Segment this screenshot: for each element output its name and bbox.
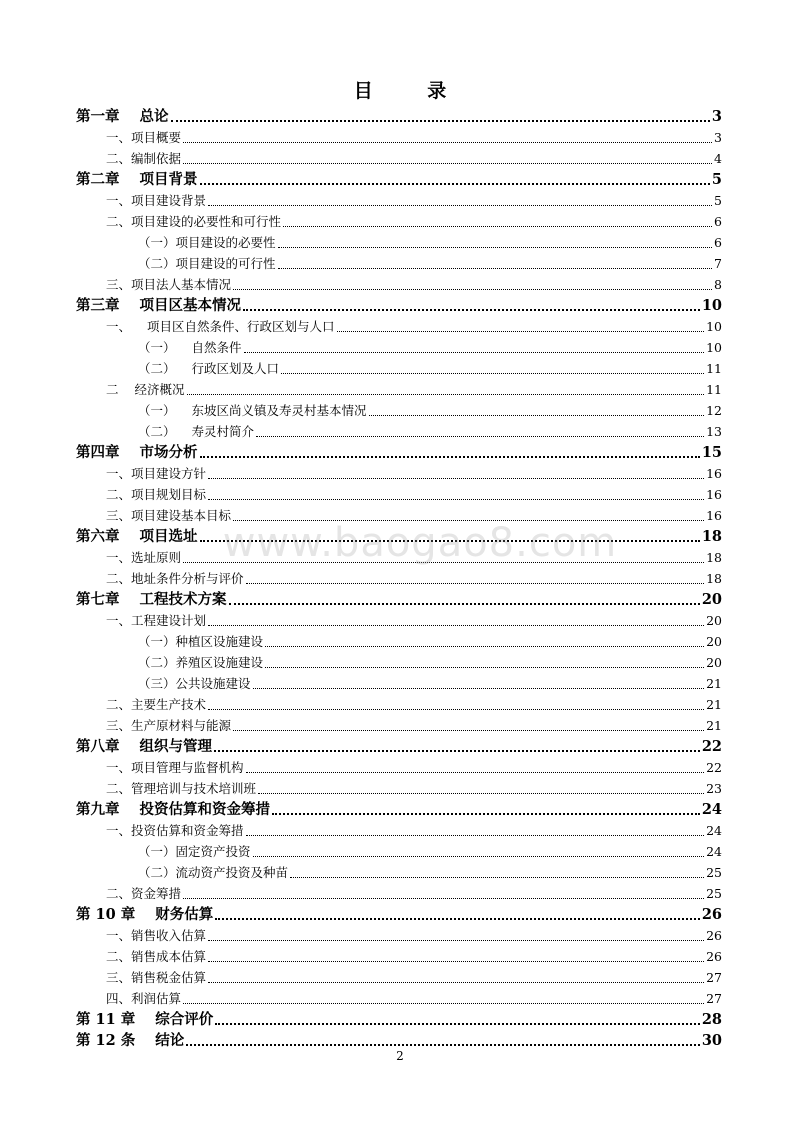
toc-page-number: 24 bbox=[706, 844, 722, 859]
toc-entry-title: 三、项目建设基本目标 bbox=[106, 508, 232, 523]
toc-entry-number: 第 11 章 bbox=[76, 1011, 136, 1028]
toc-dot-leader bbox=[256, 428, 704, 437]
toc-entry[interactable] bbox=[76, 778, 722, 799]
footer-page-number: 2 bbox=[396, 1049, 404, 1063]
toc-entry[interactable] bbox=[76, 526, 722, 547]
toc-entry[interactable] bbox=[76, 316, 722, 337]
toc-entry-number: 第 12 条 bbox=[76, 1032, 136, 1049]
toc-dot-leader bbox=[183, 134, 712, 143]
toc-entry[interactable] bbox=[76, 463, 722, 484]
toc-entry[interactable] bbox=[76, 127, 722, 148]
toc-dot-leader bbox=[244, 344, 705, 353]
toc-entry[interactable] bbox=[76, 337, 722, 358]
toc-entry-title: 项目区自然条件、行政区划与人口 bbox=[147, 319, 335, 334]
toc-dot-leader bbox=[283, 218, 712, 227]
toc-page-number: 11 bbox=[706, 361, 722, 376]
toc-dot-leader bbox=[208, 197, 712, 206]
toc-entry-number: 第八章 bbox=[76, 738, 120, 755]
toc-dot-leader bbox=[171, 112, 710, 122]
toc-dot-leader bbox=[272, 805, 700, 815]
toc-entry-title: 结论 bbox=[155, 1032, 185, 1049]
toc-entry-number: 第三章 bbox=[76, 297, 120, 314]
toc-entry[interactable] bbox=[76, 988, 722, 1009]
toc-dot-leader bbox=[281, 365, 704, 374]
toc-dot-leader bbox=[208, 953, 704, 962]
toc-entry-number: （一） bbox=[138, 403, 176, 418]
toc-page-number: 25 bbox=[706, 865, 722, 880]
toc-dot-leader bbox=[265, 659, 704, 668]
toc-dot-leader bbox=[208, 701, 704, 710]
toc-page-number: 18 bbox=[706, 571, 722, 586]
toc-entry-title: 三、项目法人基本情况 bbox=[106, 277, 232, 292]
table-of-contents bbox=[76, 106, 722, 1051]
toc-entry[interactable] bbox=[76, 925, 722, 946]
toc-dot-leader bbox=[369, 407, 705, 416]
toc-page-number: 27 bbox=[706, 970, 722, 985]
toc-entry-title: 一、项目建设背景 bbox=[106, 193, 207, 208]
toc-entry-title: （二）项目建设的可行性 bbox=[138, 256, 276, 271]
toc-entry[interactable] bbox=[76, 883, 722, 904]
toc-entry-title: 二、编制依据 bbox=[106, 151, 182, 166]
toc-page-number: 25 bbox=[706, 886, 722, 901]
toc-page-number: 21 bbox=[706, 718, 722, 733]
toc-entry[interactable] bbox=[76, 421, 722, 442]
toc-dot-leader bbox=[200, 532, 700, 542]
toc-entry[interactable] bbox=[76, 694, 722, 715]
page-title: 目 录 bbox=[353, 80, 471, 102]
toc-page-number: 20 bbox=[706, 613, 722, 628]
toc-dot-leader bbox=[253, 680, 705, 689]
toc-entry[interactable] bbox=[76, 358, 722, 379]
toc-entry[interactable] bbox=[76, 568, 722, 589]
toc-entry-title: 二、项目规划目标 bbox=[106, 487, 207, 502]
toc-entry[interactable] bbox=[76, 442, 722, 463]
toc-dot-leader bbox=[246, 575, 705, 584]
toc-page-number: 5 bbox=[711, 171, 722, 188]
toc-page-number: 3 bbox=[714, 130, 722, 145]
toc-dot-leader bbox=[233, 722, 704, 731]
toc-dot-leader bbox=[258, 785, 704, 794]
toc-entry[interactable] bbox=[76, 106, 722, 127]
toc-page-number: 22 bbox=[701, 738, 722, 755]
toc-entry-title: 项目区基本情况 bbox=[139, 297, 241, 314]
toc-entry-title: 一、项目概要 bbox=[106, 130, 182, 145]
toc-entry-number: 第七章 bbox=[76, 591, 120, 608]
toc-page-number: 23 bbox=[706, 781, 722, 796]
toc-entry[interactable] bbox=[76, 211, 722, 232]
toc-page-number: 4 bbox=[714, 151, 722, 166]
toc-page-number: 11 bbox=[706, 382, 722, 397]
toc-entry-number: 第 10 章 bbox=[76, 906, 136, 923]
toc-entry-number: 第六章 bbox=[76, 528, 120, 545]
toc-entry[interactable] bbox=[76, 295, 722, 316]
toc-entry[interactable] bbox=[76, 505, 722, 526]
toc-dot-leader bbox=[200, 175, 710, 185]
toc-page-number: 22 bbox=[706, 760, 722, 775]
toc-entry-title: 自然条件 bbox=[191, 340, 242, 355]
toc-dot-leader bbox=[278, 260, 713, 269]
toc-entry[interactable] bbox=[76, 253, 722, 274]
toc-entry-title: （三）公共设施建设 bbox=[138, 676, 251, 691]
toc-entry[interactable] bbox=[76, 631, 722, 652]
watermark: www.baogao8.com bbox=[222, 520, 618, 566]
toc-page-number: 10 bbox=[706, 319, 722, 334]
toc-entry[interactable] bbox=[76, 736, 722, 757]
toc-dot-leader bbox=[229, 595, 700, 605]
toc-entry-title: 三、销售税金估算 bbox=[106, 970, 207, 985]
toc-page-number: 15 bbox=[701, 444, 722, 461]
toc-dot-leader bbox=[265, 638, 704, 647]
toc-entry-title: 四、利润估算 bbox=[106, 991, 182, 1006]
toc-page-number: 30 bbox=[701, 1032, 722, 1049]
toc-dot-leader bbox=[208, 470, 704, 479]
toc-entry-title: 组织与管理 bbox=[139, 738, 212, 755]
toc-entry-title: 二、销售成本估算 bbox=[106, 949, 207, 964]
toc-page-number: 13 bbox=[706, 424, 722, 439]
toc-entry-number: 一、 bbox=[106, 319, 132, 334]
toc-page-number: 26 bbox=[706, 949, 722, 964]
toc-dot-leader bbox=[200, 448, 700, 458]
toc-dot-leader bbox=[208, 932, 704, 941]
toc-page-number: 18 bbox=[701, 528, 722, 545]
toc-page-number: 24 bbox=[701, 801, 722, 818]
toc-entry-title: 寿灵村简介 bbox=[191, 424, 255, 439]
toc-entry-title: 二、资金筹措 bbox=[106, 886, 182, 901]
toc-page-number: 18 bbox=[706, 550, 722, 565]
toc-page-number: 6 bbox=[714, 235, 722, 250]
toc-entry-title: （一）固定资产投资 bbox=[138, 844, 251, 859]
toc-entry[interactable] bbox=[76, 673, 722, 694]
toc-entry-title: （二）流动资产投资及种苗 bbox=[138, 865, 289, 880]
toc-entry-title: （一）种植区设施建设 bbox=[138, 634, 264, 649]
toc-entry[interactable] bbox=[76, 967, 722, 988]
toc-entry-title: 一、工程建设计划 bbox=[106, 613, 207, 628]
toc-entry-title: 项目选址 bbox=[139, 528, 198, 545]
toc-entry[interactable] bbox=[76, 757, 722, 778]
toc-dot-leader bbox=[208, 974, 704, 983]
toc-entry-number: （二） bbox=[138, 361, 176, 376]
toc-entry-number: （一） bbox=[138, 340, 176, 355]
toc-dot-leader bbox=[187, 386, 705, 395]
toc-page-number: 27 bbox=[706, 991, 722, 1006]
toc-entry-title: 一、项目建设方针 bbox=[106, 466, 207, 481]
toc-entry-title: 经济概况 bbox=[134, 382, 185, 397]
toc-page-number: 6 bbox=[714, 214, 722, 229]
toc-page-number: 5 bbox=[714, 193, 722, 208]
toc-entry-number: （二） bbox=[138, 424, 176, 439]
toc-entry-title: 二、主要生产技术 bbox=[106, 697, 207, 712]
toc-entry[interactable] bbox=[76, 169, 722, 190]
toc-entry-title: 市场分析 bbox=[139, 444, 198, 461]
toc-page-number: 20 bbox=[706, 655, 722, 670]
toc-entry[interactable] bbox=[76, 946, 722, 967]
toc-page-number: 28 bbox=[701, 1011, 722, 1028]
toc-dot-leader bbox=[214, 742, 700, 752]
toc-entry-title: 财务估算 bbox=[155, 906, 214, 923]
toc-dot-leader bbox=[337, 323, 705, 332]
toc-entry-title: 一、销售收入估算 bbox=[106, 928, 207, 943]
toc-entry[interactable] bbox=[76, 862, 722, 883]
toc-dot-leader bbox=[215, 910, 700, 920]
toc-page-number: 10 bbox=[701, 297, 722, 314]
toc-page-number: 24 bbox=[706, 823, 722, 838]
toc-dot-leader bbox=[208, 491, 704, 500]
toc-dot-leader bbox=[278, 239, 713, 248]
toc-page-number: 16 bbox=[706, 508, 722, 523]
toc-page-number: 21 bbox=[706, 697, 722, 712]
toc-page-number: 26 bbox=[706, 928, 722, 943]
toc-entry[interactable] bbox=[76, 589, 722, 610]
toc-entry[interactable] bbox=[76, 820, 722, 841]
toc-entry-title: （二）养殖区设施建设 bbox=[138, 655, 264, 670]
toc-page-number: 21 bbox=[706, 676, 722, 691]
toc-dot-leader bbox=[246, 827, 705, 836]
toc-entry[interactable] bbox=[76, 400, 722, 421]
toc-entry[interactable] bbox=[76, 610, 722, 631]
toc-entry[interactable] bbox=[76, 484, 722, 505]
toc-entry[interactable] bbox=[76, 1009, 722, 1030]
toc-entry-title: 二、项目建设的必要性和可行性 bbox=[106, 214, 282, 229]
toc-entry-title: （一）项目建设的必要性 bbox=[138, 235, 276, 250]
toc-entry-title: 一、项目管理与监督机构 bbox=[106, 760, 244, 775]
toc-page-number: 20 bbox=[706, 634, 722, 649]
toc-entry-title: 总论 bbox=[139, 108, 169, 125]
toc-entry-title: 项目背景 bbox=[139, 171, 198, 188]
toc-page-number: 10 bbox=[706, 340, 722, 355]
toc-entry-title: 投资估算和资金筹措 bbox=[139, 801, 270, 818]
toc-entry[interactable] bbox=[76, 379, 722, 400]
toc-page-number: 26 bbox=[701, 906, 722, 923]
toc-page-number: 7 bbox=[714, 256, 722, 271]
toc-entry-title: 二、管理培训与技术培训班 bbox=[106, 781, 257, 796]
toc-entry[interactable] bbox=[76, 652, 722, 673]
toc-entry-number: 二 bbox=[106, 382, 119, 397]
toc-entry[interactable] bbox=[76, 274, 722, 295]
toc-entry[interactable] bbox=[76, 799, 722, 820]
toc-entry-number: 第四章 bbox=[76, 444, 120, 461]
toc-dot-leader bbox=[183, 155, 712, 164]
toc-dot-leader bbox=[253, 848, 705, 857]
toc-entry[interactable] bbox=[76, 841, 722, 862]
toc-dot-leader bbox=[183, 890, 704, 899]
toc-dot-leader bbox=[208, 617, 704, 626]
toc-entry[interactable] bbox=[76, 232, 722, 253]
toc-entry-title: 行政区划及人口 bbox=[191, 361, 280, 376]
toc-page-number: 20 bbox=[701, 591, 722, 608]
toc-page-number: 16 bbox=[706, 487, 722, 502]
toc-dot-leader bbox=[246, 764, 705, 773]
toc-entry-number: 第九章 bbox=[76, 801, 120, 818]
toc-entry[interactable] bbox=[76, 547, 722, 568]
toc-entry-number: 第一章 bbox=[76, 108, 120, 125]
toc-entry-title: 东坡区尚义镇及寿灵村基本情况 bbox=[191, 403, 367, 418]
toc-entry-title: 一、选址原则 bbox=[106, 550, 182, 565]
toc-entry[interactable] bbox=[76, 904, 722, 925]
toc-page-number: 8 bbox=[714, 277, 722, 292]
toc-page-number: 16 bbox=[706, 466, 722, 481]
toc-entry-title: 三、生产原材料与能源 bbox=[106, 718, 232, 733]
toc-dot-leader bbox=[243, 301, 700, 311]
toc-dot-leader bbox=[215, 1015, 700, 1025]
toc-dot-leader bbox=[233, 512, 704, 521]
toc-entry-title: 工程技术方案 bbox=[139, 591, 227, 608]
toc-dot-leader bbox=[233, 281, 712, 290]
toc-entry[interactable] bbox=[76, 148, 722, 169]
toc-page-number: 12 bbox=[706, 403, 722, 418]
toc-entry[interactable] bbox=[76, 190, 722, 211]
toc-entry[interactable] bbox=[76, 1030, 722, 1051]
toc-entry-title: 二、地址条件分析与评价 bbox=[106, 571, 244, 586]
toc-dot-leader bbox=[186, 1036, 700, 1046]
toc-entry-title: 一、投资估算和资金筹措 bbox=[106, 823, 244, 838]
toc-entry[interactable] bbox=[76, 715, 722, 736]
toc-entry-title: 综合评价 bbox=[155, 1011, 214, 1028]
toc-dot-leader bbox=[183, 995, 704, 1004]
toc-page-number: 3 bbox=[711, 108, 722, 125]
toc-entry-number: 第二章 bbox=[76, 171, 120, 188]
toc-dot-leader bbox=[183, 554, 704, 563]
toc-dot-leader bbox=[290, 869, 704, 878]
